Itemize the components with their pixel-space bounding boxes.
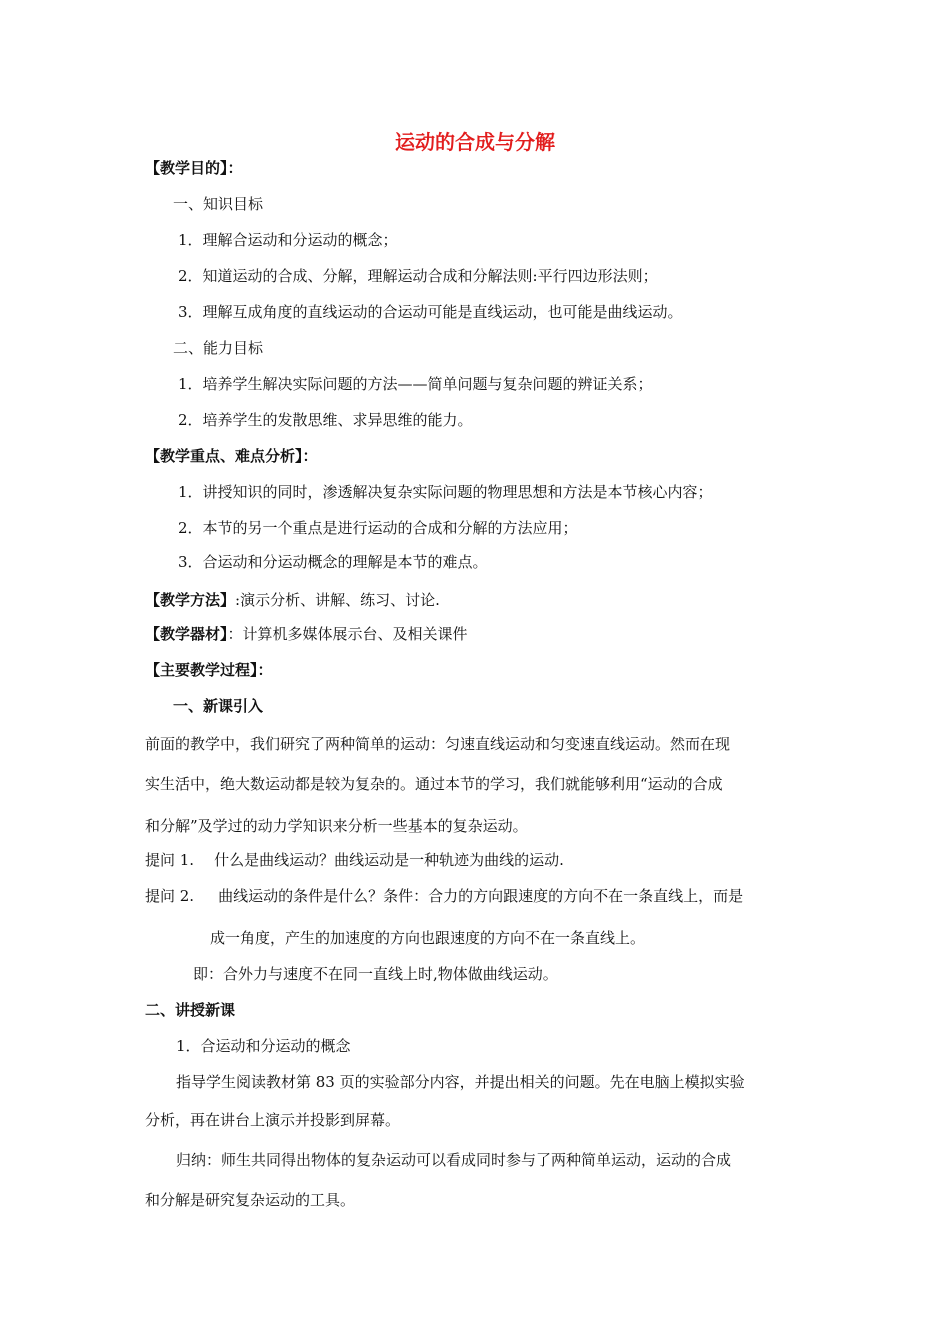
equipment-label: 【教学器材】 — [145, 625, 228, 643]
key-points-heading: 【教学重点、难点分析】： — [145, 447, 318, 465]
ability-item: 1．培养学生解决实际问题的方法——简单问题与复杂问题的辨证关系； — [178, 375, 653, 393]
knowledge-heading: 一、知识目标 — [173, 195, 264, 213]
knowledge-item: 1．理解合运动和分运动的概念； — [178, 231, 398, 249]
summary-line: 归纳：师生共同得出物体的复杂运动可以看成同时参与了两种简单运动，运动的合成 — [176, 1151, 732, 1169]
summary-line: 和分解是研究复杂运动的工具。 — [145, 1191, 356, 1209]
key-point-item: 2．本节的另一个重点是进行运动的合成和分解的方法应用； — [178, 519, 578, 537]
question-1-text: 什么是曲线运动？曲线运动是一种轨迹为曲线的运动. — [214, 851, 564, 869]
question-2-label: 提问 2. — [145, 887, 195, 905]
method-text: :演示分析、讲解、练习、讨论. — [235, 591, 440, 609]
intro-line: 前面的教学中，我们研究了两种简单的运动：匀速直线运动和匀变速直线运动。然而在现 — [145, 735, 731, 753]
part1-heading: 一、新课引入 — [173, 697, 264, 715]
ability-heading: 二、能力目标 — [173, 339, 264, 357]
knowledge-item: 3．理解互成角度的直线运动的合运动可能是直线运动，也可能是曲线运动。 — [178, 303, 683, 321]
knowledge-item: 2．知道运动的合成、分解，理解运动合成和分解法则:平行四边形法则； — [178, 267, 658, 285]
ability-item: 2．培养学生的发散思维、求异思维的能力。 — [178, 411, 473, 429]
method-line — [145, 590, 440, 610]
guide-line: 分析，再在讲台上演示并投影到屏幕。 — [145, 1111, 401, 1129]
question-2 — [145, 886, 743, 906]
question-1-label: 提问 1. — [145, 851, 195, 869]
sub1-heading: 1．合运动和分运动的概念 — [176, 1037, 351, 1055]
method-label: 【教学方法】 — [145, 591, 236, 609]
guide-line: 指导学生阅读教材第 83 页的实验部分内容，并提出相关的问题。先在电脑上模拟实验 — [176, 1073, 745, 1091]
question-2-summary: 即：合外力与速度不在同一直线上时,物体做曲线运动。 — [193, 965, 558, 983]
document-title: 运动的合成与分解 — [395, 130, 555, 154]
intro-line: 实生活中，绝大数运动都是较为复杂的。通过本节的学习，我们就能够利用“运动的合成 — [145, 775, 723, 793]
question-2-continuation: 成一角度，产生的加速度的方向也跟速度的方向不在一条直线上。 — [210, 929, 646, 947]
equipment-text: ：计算机多媒体展示台、及相关课件 — [227, 625, 468, 643]
question-2-text: 曲线运动的条件是什么？条件：合力的方向跟速度的方向不在一条直线上，而是 — [218, 887, 744, 905]
key-point-item: 1．讲授知识的同时，渗透解决复杂实际问题的物理思想和方法是本节核心内容； — [178, 483, 713, 501]
question-1 — [145, 850, 564, 870]
part2-heading: 二、讲授新课 — [145, 1001, 236, 1019]
key-point-item: 3．合运动和分运动概念的理解是本节的难点。 — [178, 553, 488, 571]
process-heading: 【主要教学过程】： — [145, 661, 273, 679]
equipment-line — [145, 624, 468, 644]
objectives-heading: 【教学目的】： — [145, 159, 243, 177]
intro-line: 和分解”及学过的动力学知识来分析一些基本的复杂运动。 — [145, 817, 528, 835]
